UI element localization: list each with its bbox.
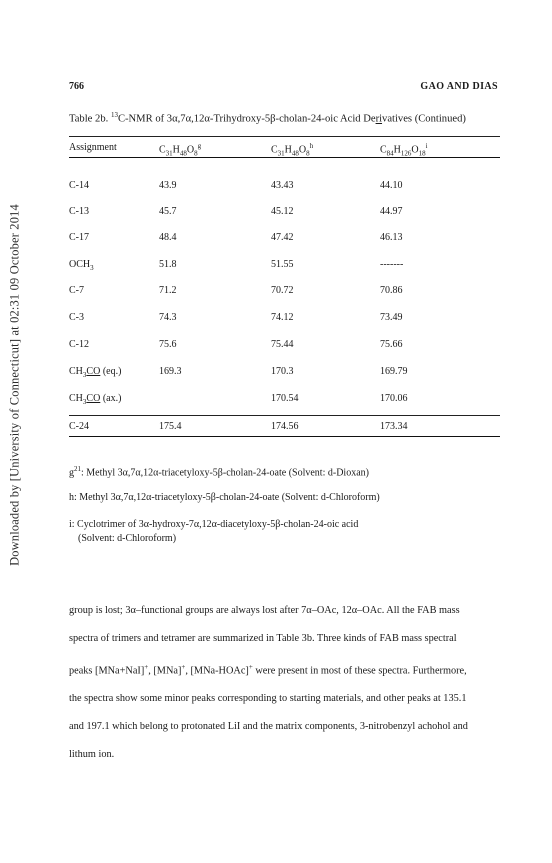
- page-number: 766: [69, 81, 84, 92]
- footnote-i-solvent: (Solvent: d-Chloroform): [78, 533, 177, 544]
- footnote-i: i: Cyclotrimer of 3α-hydroxy-7α,12α-diacetyloxy-5β-cholan-24-oic acid: [69, 519, 359, 530]
- cell-i: 44.97: [380, 206, 403, 217]
- row-label: C-13: [69, 206, 89, 217]
- row-label: C-3: [69, 312, 84, 323]
- download-watermark: [4, 150, 26, 620]
- footnote-g: $g^{21}$: Methyl 3α,7α,12α-triacetyloxy-5β-cholan-24-oate (Solvent: d-Dioxan): [69, 465, 369, 479]
- caption-underlined: ri: [375, 113, 383, 125]
- download-watermark-text: Downloaded by [University of Connecticut] at 02:31 09 October 2014: [7, 204, 22, 566]
- cell-g: 71.2: [159, 285, 177, 296]
- cell-i: -------: [380, 259, 404, 270]
- row-label-och3: $OCH_3$: [69, 259, 94, 272]
- body-line: and 197.1 which belong to protonated LiI and the matrix components, 3-nitrobenzyl achohol and: [69, 721, 468, 733]
- table-last-row-rule: [69, 415, 500, 416]
- cell-i: 170.06: [380, 393, 408, 404]
- table-bottom-rule: [69, 436, 500, 437]
- body-span: were present in most of these spectra. Furthermore,: [252, 665, 467, 677]
- cell-h: 170.3: [271, 366, 294, 377]
- row-label: C-12: [69, 339, 89, 350]
- cell-i: 44.10: [380, 180, 403, 191]
- cell-i: 70.86: [380, 285, 403, 296]
- caption-superscript: 13: [110, 111, 118, 119]
- row-label-ch3co-eq: $CH_3CO$ (eq.): [69, 366, 122, 379]
- cell-i: 73.49: [380, 312, 403, 323]
- cell-g: 45.7: [159, 206, 177, 217]
- cell-i: 46.13: [380, 232, 403, 243]
- body-line: peaks [MNa+NaI]+, [MNa]+, [MNa-HOAc]+ were present in most of these spectra. Furthermore,: [69, 663, 467, 677]
- col-header-g: $C_{31}H_{48}O_8^g$: [159, 142, 202, 158]
- table-caption: [69, 111, 466, 125]
- table-top-rule: [69, 136, 500, 137]
- cell-g: 48.4: [159, 232, 177, 243]
- caption-text: C-NMR of 3α,7α,12α-Trihydroxy-5β-cholan-24-oic Acid De: [117, 113, 376, 125]
- row-label: C-7: [69, 285, 84, 296]
- col-header-i: $C_{84}H_{126}O_{18}^i$: [380, 142, 428, 158]
- cell-h: 47.42: [271, 232, 294, 243]
- body-paragraph: [69, 597, 509, 769]
- row-label-ch3co-ax: $CH_3CO$ (ax.): [69, 393, 122, 406]
- body-span: , [MNa-HOAc]: [185, 665, 249, 677]
- col-header-assignment: Assignment: [69, 142, 117, 153]
- cell-g: 169.3: [159, 366, 182, 377]
- body-span: peaks [MNa+NaI]: [69, 665, 145, 677]
- footnote-g-text: Methyl 3α,7α,12α-triacetyloxy-5β-cholan-24-oate (Solvent: d-Dioxan): [86, 467, 369, 479]
- caption-text-end: vatives (Continued): [382, 113, 466, 125]
- cell-i: 75.66: [380, 339, 403, 350]
- cell-g: 74.3: [159, 312, 177, 323]
- cell-g: 43.9: [159, 180, 177, 191]
- cell-h: 51.55: [271, 259, 294, 270]
- caption-label: Table 2b.: [69, 113, 109, 125]
- col-header-h: $C_{31}H_{48}O_8^h$: [271, 142, 314, 158]
- running-head: GAO AND DIAS: [420, 81, 498, 92]
- row-label: C-14: [69, 180, 89, 191]
- cell-i: 169.79: [380, 366, 408, 377]
- cell-g: 75.6: [159, 339, 177, 350]
- cell-i: 173.34: [380, 421, 408, 432]
- cell-h: 170.54: [271, 393, 299, 404]
- row-label: C-24: [69, 421, 89, 432]
- cell-h: 43.43: [271, 180, 294, 191]
- footnote-h: h: Methyl 3α,7α,12α-triacetyloxy-5β-cholan-24-oate (Solvent: d-Chloroform): [69, 492, 380, 503]
- cell-h: 75.44: [271, 339, 294, 350]
- body-line: spectra of trimers and tetramer are summarized in Table 3b. Three kinds of FAB mass spectral: [69, 633, 457, 644]
- cell-h: 174.56: [271, 421, 299, 432]
- cell-h: 45.12: [271, 206, 294, 217]
- body-line: group is lost; 3α–functional groups are always lost after 7α–OAc, 12α–OAc. All the FAB mass: [69, 605, 460, 616]
- body-span: , [MNa]: [148, 665, 182, 677]
- cell-h: 70.72: [271, 285, 294, 296]
- body-line: the spectra show some minor peaks corresponding to starting materials, and other peaks at 135.1: [69, 693, 467, 705]
- cell-g: 51.8: [159, 259, 177, 270]
- cell-h: 74.12: [271, 312, 294, 323]
- body-line: lithum ion.: [69, 749, 115, 761]
- cell-g: 175.4: [159, 421, 182, 432]
- row-label: C-17: [69, 232, 89, 243]
